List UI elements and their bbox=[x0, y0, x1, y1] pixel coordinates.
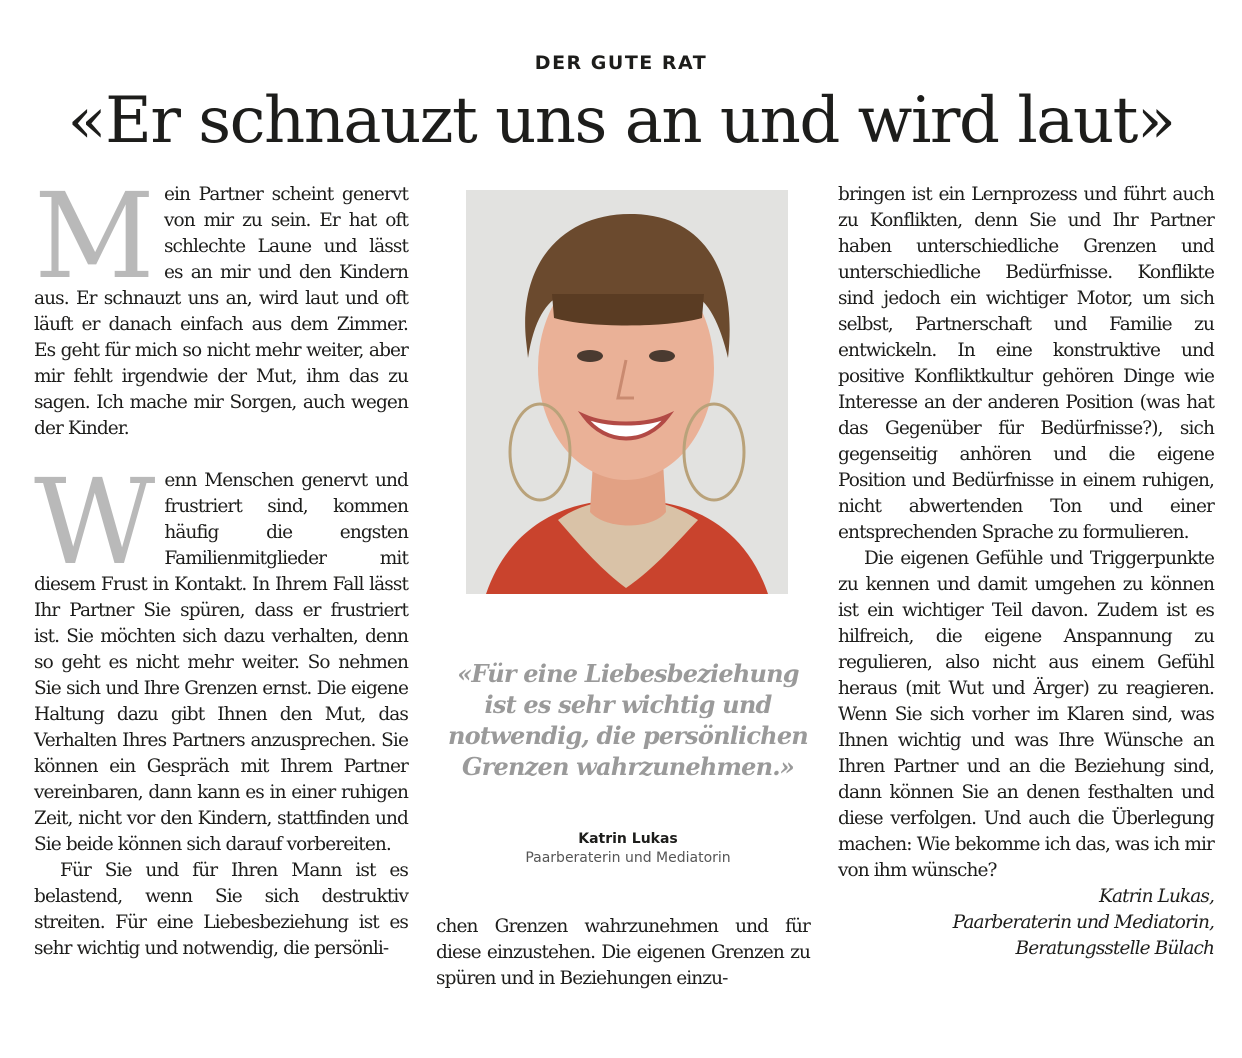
kicker: DER GUTE RAT bbox=[534, 52, 708, 74]
column-middle bbox=[436, 914, 810, 992]
column-right bbox=[838, 182, 1214, 962]
dropcap-w: W bbox=[34, 453, 155, 591]
answer-text-1: enn Menschen genervt und frustriert sind, kommen häufig die engsten Familienmitglieder mit diesem Frust in Kontakt. In Ihrem Fall lässt Ihr Partner Sie spüren, dass er frustriert ist. Sie möchten sich dazu verhalten, denn so geht es nicht mehr weiter. So nehmen Sie sich und Ihre Grenzen ernst. Die eigene Haltung dazu gibt Ihnen den Mut, das Verhalten Ihres Partners anzusprechen. Sie können ein Gespräch mit Ihrem Partner vereinbaren, dann kann es in einer ruhigen Zeit, nicht vor den Kindern, stattfinden und Sie beide können sich darauf vorbereiten. bbox=[34, 470, 408, 855]
signature-role: Paarberaterin und Mediatorin, bbox=[952, 912, 1214, 933]
answer-paragraph-2b: chen Grenzen wahrzunehmen und für diese einzustehen. Die eigenen Grenzen zu spüren und in Beziehungen einzu- bbox=[436, 916, 810, 989]
answer-paragraph-2c: bringen ist ein Lernprozess und führt auch zu Konflikten, denn Sie und Ihr Partner haben unterschiedliche Grenzen und unterschiedliche Bedürfnisse. Konflikte sind jedoch ein wichtiger Motor, um sich selbst, Partnerschaft und Familie zu entwickeln. In eine konstruktive und positive Konfliktkultur gehören Dinge wie Interesse an der anderen Position (was hat das Gegenüber für Bedürfnisse?), sich gegenseitig anhören und die eigene Position und Bedürfnisse in einem ruhigen, nicht abwertenden Ton und einer entsprechenden Sprache zu formulieren. bbox=[838, 184, 1214, 543]
answer-paragraph-2a: Für Sie und für Ihren Mann ist es belastend, wenn Sie sich destruktiv streiten. Für eine Liebesbeziehung ist es sehr wichtig und notwendig, die persönli- bbox=[34, 860, 408, 959]
answer-paragraph-1 bbox=[34, 453, 408, 858]
signature-org: Beratungsstelle Bülach bbox=[1015, 938, 1214, 959]
signature-name: Katrin Lukas, bbox=[1099, 886, 1214, 907]
dropcap-m: M bbox=[34, 167, 154, 305]
pull-quote-role: Paarberaterin und Mediatorin bbox=[525, 850, 731, 866]
pull-quote-author: Katrin Lukas bbox=[578, 831, 678, 847]
portrait-photo bbox=[466, 190, 788, 594]
pull-quote: «Für eine Liebesbeziehung ist es sehr wichtig und notwendig, die persönlichen Grenzen wahrzunehmen.» bbox=[448, 659, 808, 781]
question-paragraph bbox=[34, 167, 408, 442]
answer-paragraph-3: Die eigenen Gefühle und Triggerpunkte zu kennen und damit umgehen zu können ist ein wichtiger Teil davon. Zudem ist es hilfreich, die eigene Anspannung zu regulieren, also nicht aus einem Gefühl heraus (mit Wut und Ärger) zu reagieren. Wenn Sie sich vorher im Klaren sind, was Ihnen wichtig und was Ihre Wünsche an Ihren Partner und an die Beziehung sind, dann können Sie an denen festhalten und diese verfolgen. Und auch die Überlegung machen: Wie bekomme ich das, was ich mir von ihm wünsche? bbox=[838, 548, 1214, 881]
question-text: ein Partner scheint genervt von mir zu sein. Er hat oft schlechte Laune und lässt es an mir und den Kindern aus. Er schnauzt uns an, wird laut und oft läuft er danach einfach aus dem Zimmer. Es geht für mich so nicht mehr weiter, aber mir fehlt irgendwie der Mut, ihm das zu sagen. Ich mache mir Sorgen, auch wegen der Kinder. bbox=[34, 184, 408, 439]
headline: «Er schnauzt uns an und wird laut» bbox=[67, 84, 1175, 158]
column-left bbox=[34, 167, 408, 962]
portrait-illustration bbox=[466, 190, 788, 594]
